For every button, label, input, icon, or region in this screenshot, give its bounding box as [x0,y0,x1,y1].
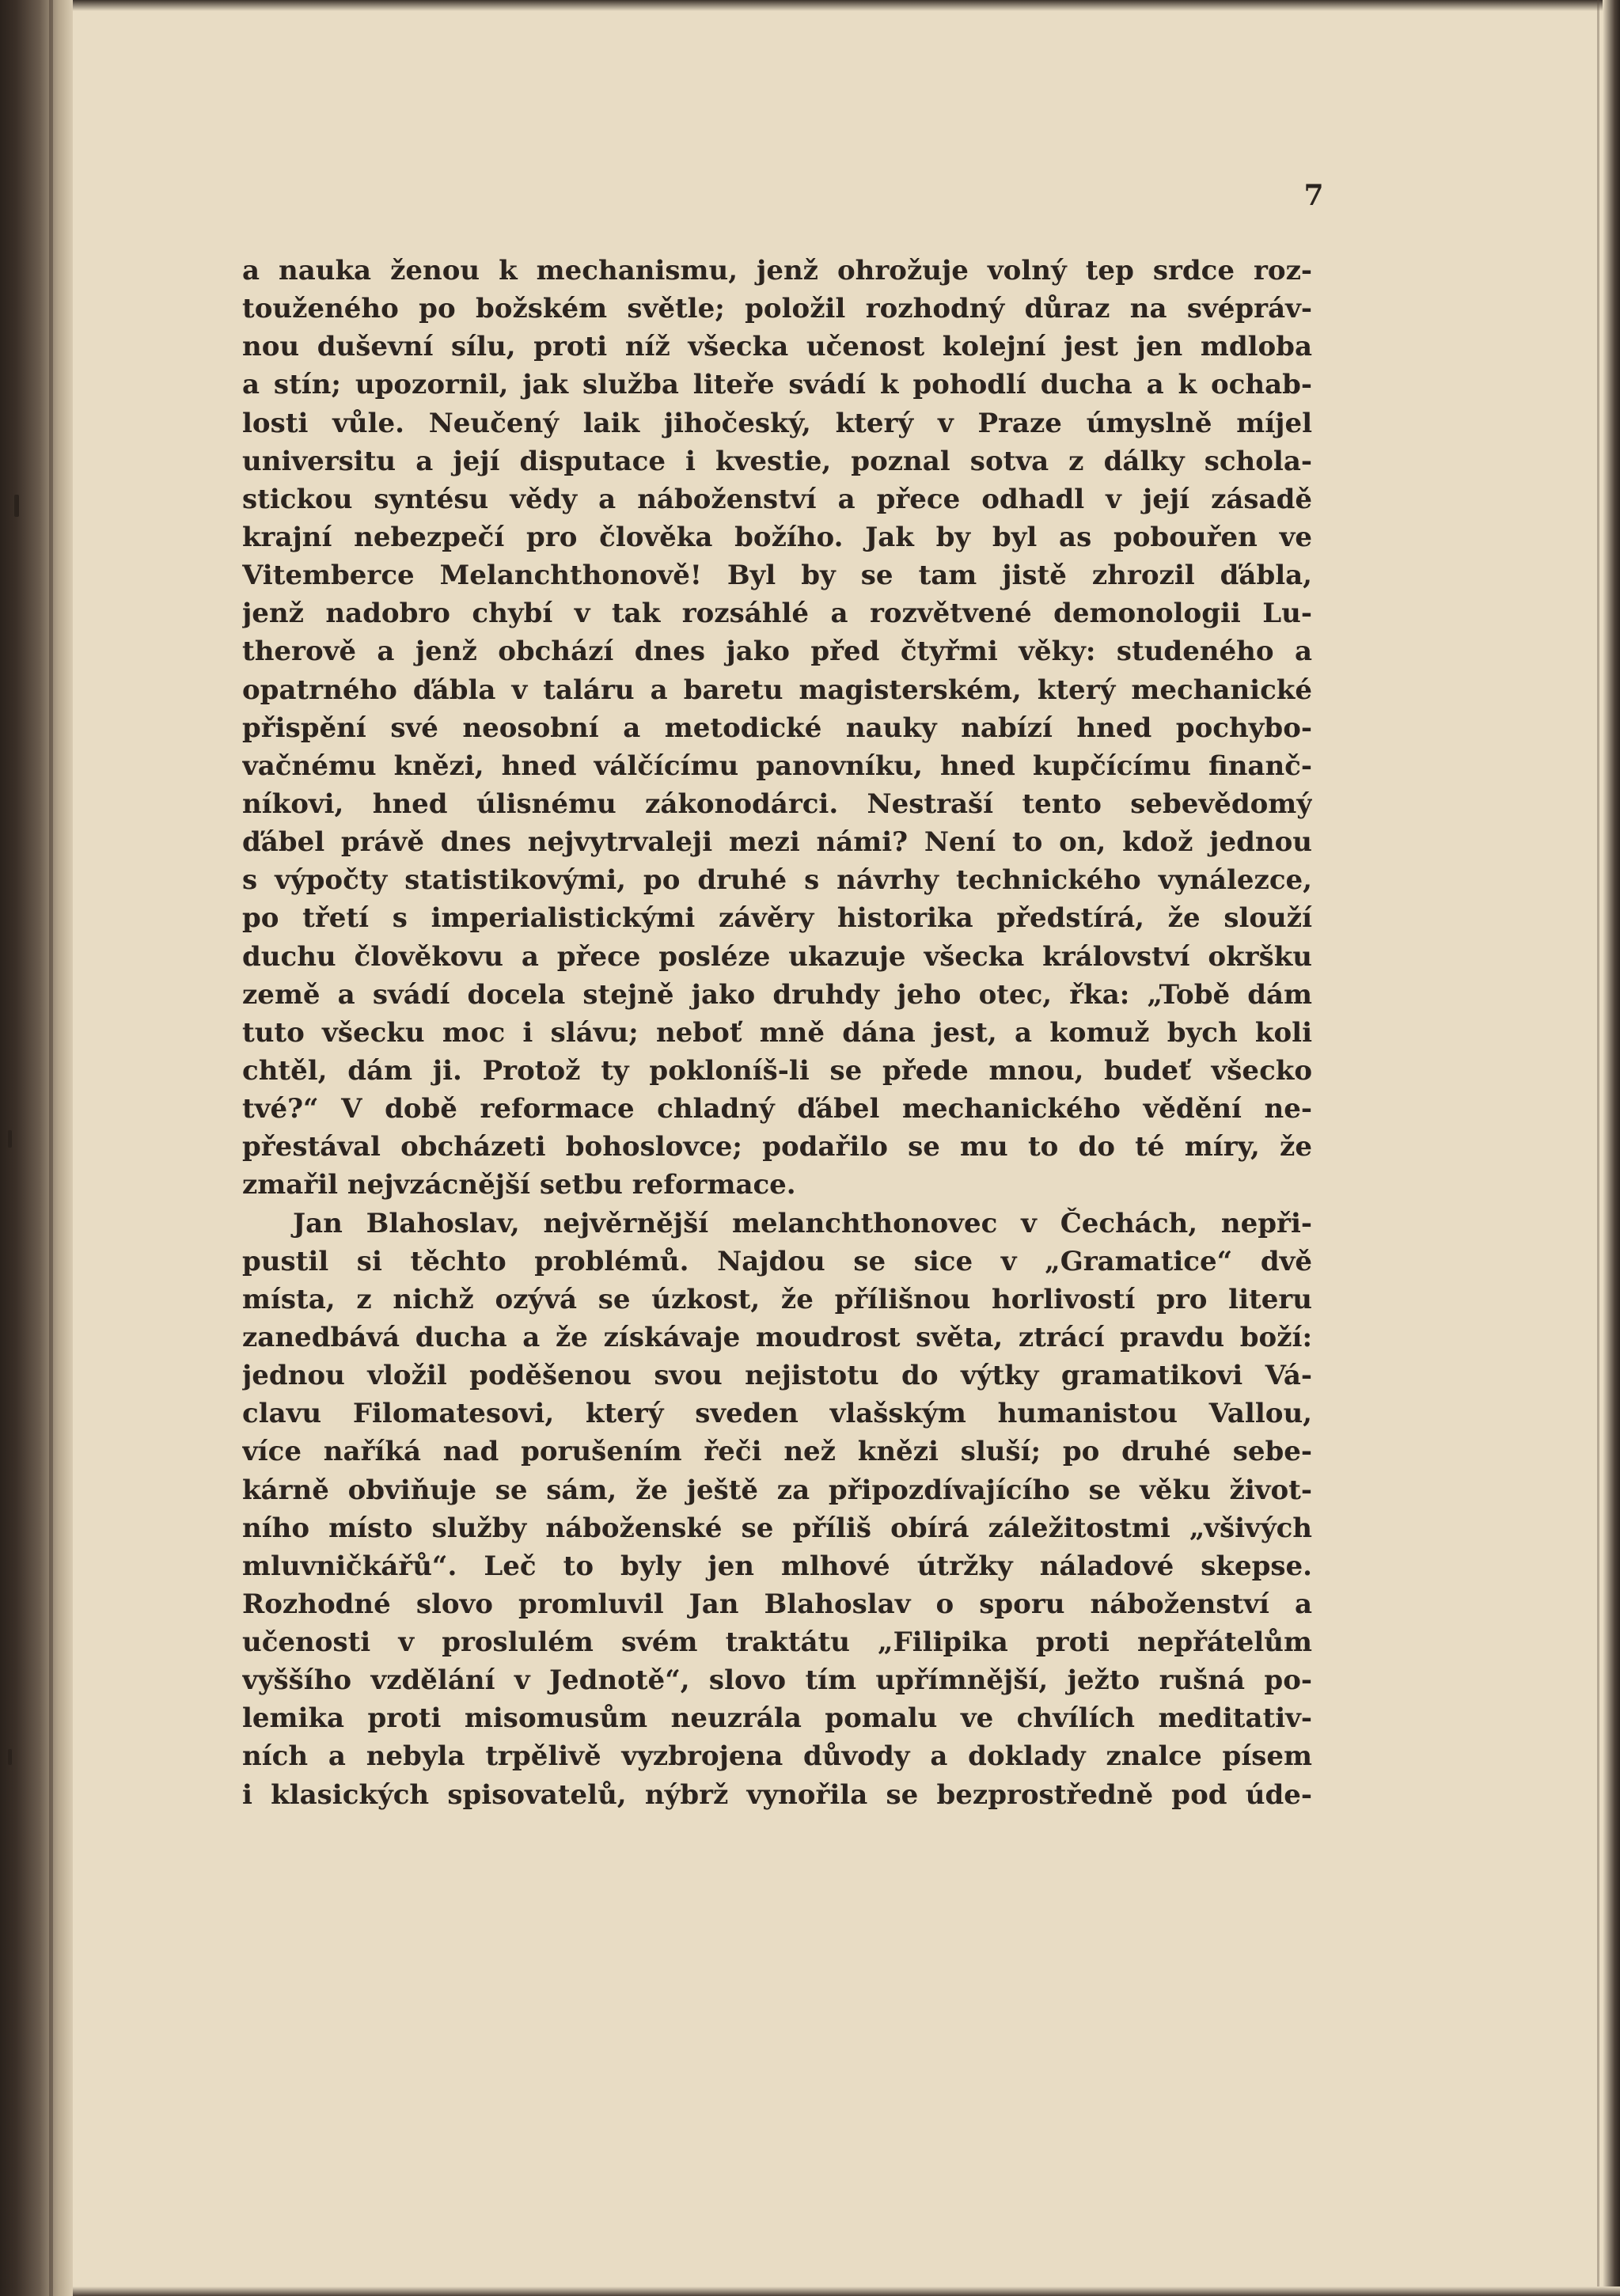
text-line: jednou vložil poděšenou svou nejistotu do výtky gramatikovi Vá- [242,1360,1312,1392]
text-line: touženého po božském světle; položil rozhodný důraz na svépráv- [242,293,1312,325]
text-line: tvé?“ V době reformace chladný ďábel mechanického vědění ne- [242,1093,1312,1125]
text-line: Jan Blahoslav, nejvěrnější melanchthonovec v Čechách, nepři- [293,1207,1312,1239]
text-line: clavu Filomatesovi, který sveden vlašským humanistou Vallou, [242,1398,1312,1430]
text-line: mluvničkářů“. Leč to byly jen mlhové útržky náladové skepse. [242,1550,1312,1582]
text-line: duchu člověkovu a přece posléze ukazuje všecka království okršku [242,940,1312,973]
text-line: nou duševní sílu, proti níž všecka učenost kolejní jest jen mdloba [242,331,1312,363]
binding-ridge [49,0,53,2296]
text-line: zanedbává ducha a že získávaje moudrost světa, ztrácí pravdu boží: [242,1321,1312,1353]
paragraph [242,252,1312,1205]
text-line: níkovi, hned úlisnému zákonodárci. Nestraší tento sebevědomý [242,787,1312,820]
body-text [242,252,1312,1814]
text-line: přestával obcházeti bohoslovce; podařilo se mu to do té míry, že [242,1131,1312,1163]
text-line: opatrného ďábla v taláru a baretu magisterském, který mechanické [242,674,1312,706]
text-line: universitu a její disputace i kvestie, poznal sotva z dálky schola- [242,445,1312,477]
text-line: Rozhodné slovo promluvil Jan Blahoslav o sporu náboženství a [242,1588,1312,1620]
text-line: a nauka ženou k mechanismu, jenž ohrožuje volný tep srdce roz- [242,255,1312,287]
text-line: kárně obviňuje se sám, že ještě za připozdívajícího se věku život- [242,1474,1312,1506]
text-line: stickou syntésu vědy a náboženství a přece odhadl v její zásadě [242,483,1312,515]
text-line: ního místo služby náboženské se příliš obírá záležitostmi „všivých [242,1512,1312,1544]
text-line: losti vůle. Neučený laik jihočeský, který v Praze úmyslně míjel [242,407,1312,439]
margin-mark [14,495,19,517]
margin-mark [8,1130,12,1148]
text-line: chtěl, dám ji. Protož ty pokloníš-li se přede mnou, budeť všecko [242,1054,1312,1087]
text-line: více naříká nad porušením řeči než knězi sluší; po druhé sebe- [242,1436,1312,1468]
text-line: i klasických spisovatelů, nýbrž vynořila se bezprostředně pod úde- [242,1778,1312,1811]
bottom-page-edge [73,2287,1620,2296]
text-line: přispění své neosobní a metodické nauky nabízí hned pochybo- [242,712,1312,744]
text-line: a stín; upozornil, jak služba liteře svádí k pohodlí ducha a k ochab- [242,369,1312,401]
text-line: s výpočty statistikovými, po druhé s návrhy technického vynálezce, [242,864,1312,897]
text-line: lemika proti misomusům neuzrála pomalu ve chvílích meditativ- [242,1702,1312,1735]
text-line: jenž nadobro chybí v tak rozsáhlé a rozvětvené demonologii Lu- [242,598,1312,630]
text-line: vačnému knězi, hned válčícímu panovníku, hned kupčícímu finanč- [242,750,1312,782]
text-line: učenosti v proslulém svém traktátu „Filipika proti nepřátelům [242,1626,1312,1659]
text-line: vyššího vzdělání v Jednotě“, slovo tím upřímnější, ježto rušná po- [242,1664,1312,1697]
text-line: ních a nebyla trpělivě vyzbrojena důvody a doklady znalce písem [242,1740,1312,1773]
margin-mark [8,1749,12,1765]
text-line: therově a jenž obchází dnes jako před čtyřmi věky: studeného a [242,636,1312,668]
paragraph [242,1205,1312,1814]
text-line: tuto všecku moc i slávu; neboť mně dána jest, a komuž bych koli [242,1016,1312,1049]
text-line: pustil si těchto problémů. Najdou se sice v „Gramatice“ dvě [242,1245,1312,1277]
page-number: 7 [1303,179,1324,212]
text-line: místa, z nichž ozývá se úzkost, že přílišnou horlivostí pro literu [242,1283,1312,1315]
text-line: zmařil nejvzácnější setbu reformace. [242,1169,796,1201]
book-binding-shadow [0,0,73,2296]
top-page-edge [73,0,1620,11]
text-line: po třetí s imperialistickými závěry historika předstírá, že slouží [242,902,1312,935]
text-line: krajní nebezpečí pro člověka božího. Jak by byl as pobouřen ve [242,521,1312,553]
text-line: Vitemberce Melanchthonově! Byl by se tam jistě zhrozil ďábla, [242,560,1312,592]
text-line: ďábel právě dnes nejvytrvaleji mezi námi? Není to on, kdož jednou [242,826,1312,859]
text-line: země a svádí docela stejně jako druhdy jeho otec, řka: „Tobě dám [242,978,1312,1011]
right-page-edge [1603,0,1620,2296]
right-margin-line [1597,0,1599,2296]
